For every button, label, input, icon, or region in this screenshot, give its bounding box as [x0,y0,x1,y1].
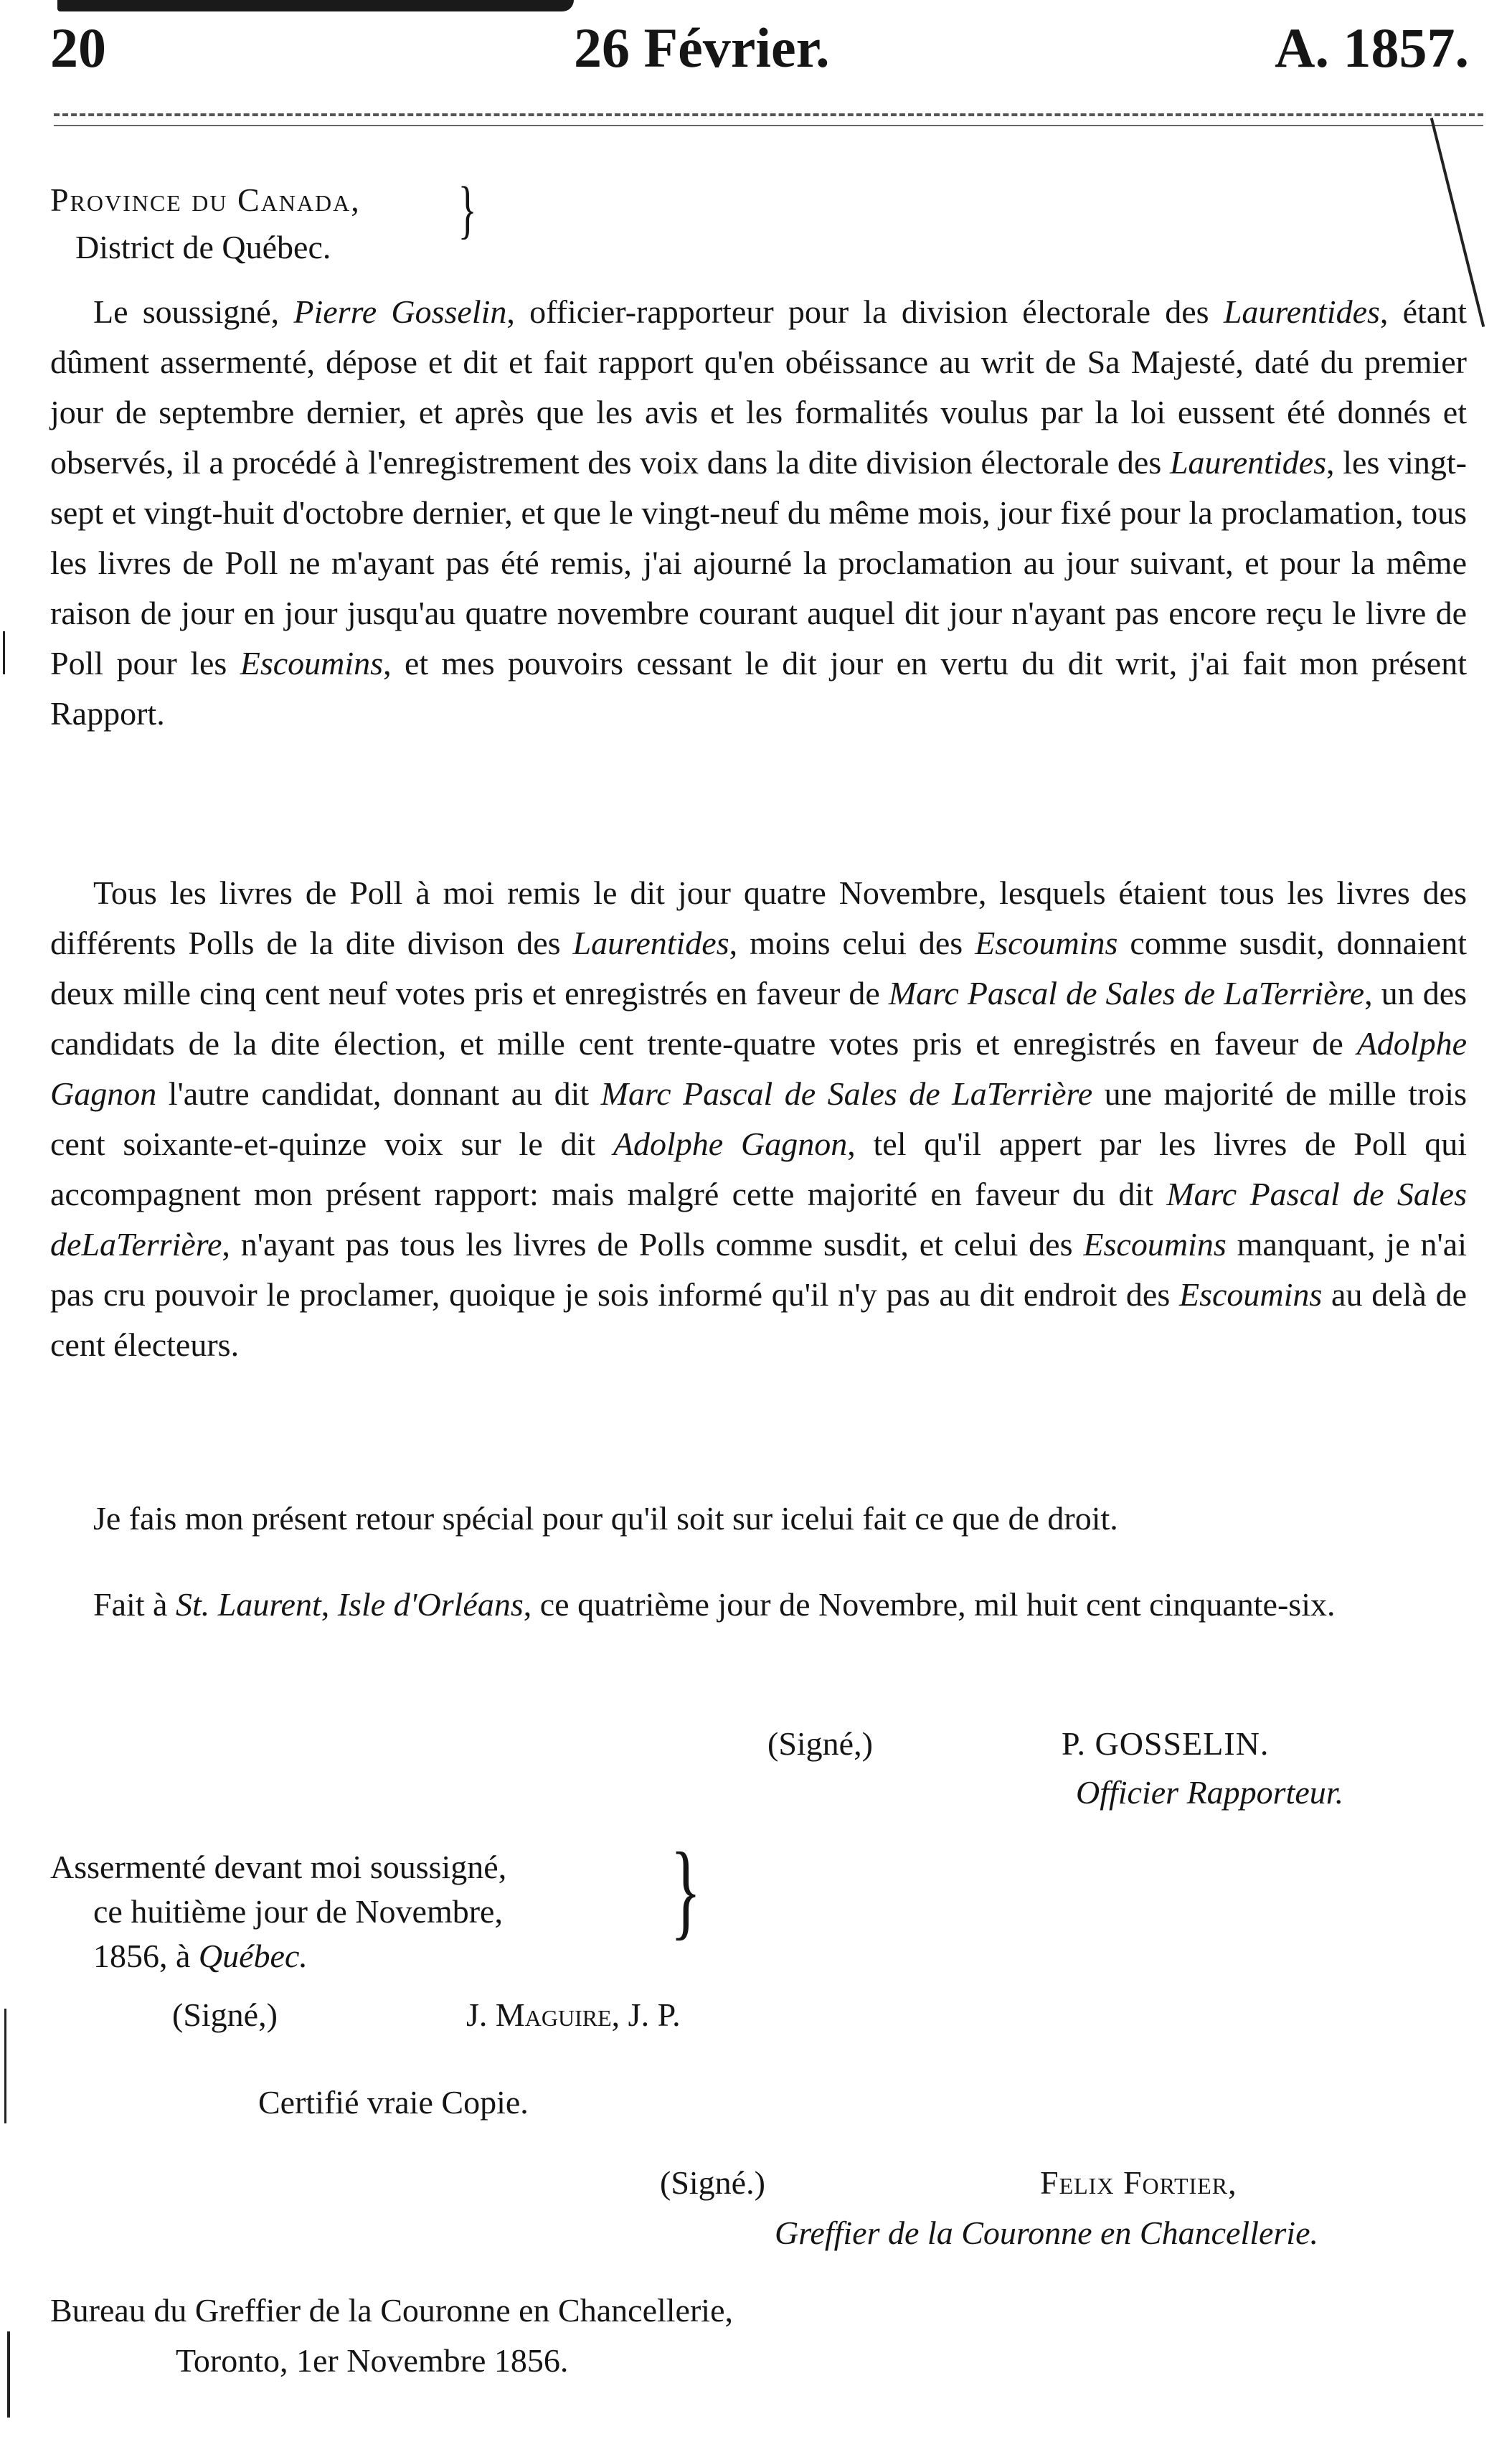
header-rule-thin [54,125,1483,126]
italic-name: Marc Pascal de Sales de LaTerrière [888,975,1365,1011]
text-run: comme susdit, donnaient deux mille cinq cent neuf votes pris et enregistrés en faveur de [50,925,1467,1011]
signature1-name: P. GOSSELIN. [1062,1725,1270,1762]
italic-name: Laurentides [572,925,729,961]
sworn-line3 [50,1934,506,1978]
province-line: Province du Canada, [50,181,361,218]
heading-brace: } [458,174,477,245]
text-run: l'autre candidat, donnant au dit [156,1075,601,1112]
italic-name: Laurentides [1169,444,1327,481]
sworn-place: Québec. [198,1938,308,1974]
header-date: 26 Février. [574,16,830,79]
italic-name: Pierre Gosselin [293,293,507,330]
text-run: Le soussigné, [93,293,294,330]
italic-name: Marc Pascal de Sales deLaTerrière [50,1176,1467,1263]
bureau-line2: Toronto, 1er Novembre 1856. [176,2342,569,2379]
text-run: , [321,1586,338,1623]
signature3-label: (Signé.) [660,2164,765,2201]
header-year: A. 1857. [1275,16,1469,79]
paragraph-place-date-text [50,1580,1467,1630]
signature2-name [466,1991,681,2039]
italic-name: Adolphe Gagnon [613,1126,848,1162]
text-run: , tel qu'il appert par les livres de Poll qui accompagnent mon présent rapport: mais malgré cette majorité en faveur du dit [50,1126,1467,1212]
text-run: , moins celui des [729,925,975,961]
signature2-name-text: J. Maguire, J. P. [466,1996,681,2033]
scan-smudge [57,0,574,11]
scan-mark [4,2009,6,2123]
paragraph-report-text [50,287,1467,739]
text-run: Je fais mon présent retour spécial pour qu'il soit sur icelui fait ce que de droit. [93,1500,1118,1537]
signature3-title: Greffier de la Couronne en Chancellerie. [775,2215,1318,2251]
text-run: une majorité de mille trois cent soixante-et-quinze voix sur le dit [50,1075,1467,1162]
text-run: , et mes pouvoirs cessant le dit jour en vertu du dit writ, j'ai fait mon présent Rapport. [50,645,1468,732]
paragraph-report [50,287,1467,739]
signature1-title: Officier Rapporteur. [1076,1774,1344,1811]
text-run: , officier-rapporteur pour la division électorale des [506,293,1224,330]
paragraph-poll-results-text [50,868,1467,1370]
sworn-block [50,1845,506,1978]
italic-name: Escoumins [975,925,1118,961]
header-rule [54,113,1483,116]
certified-copy: Certifié vraie Copie. [258,2084,529,2121]
paragraph-special-return [50,1494,1467,1544]
district-line: District de Québec. [75,229,331,265]
italic-name: Laurentides [1223,293,1380,330]
italic-name: Escoumins [1083,1226,1227,1263]
paragraph-poll-results [50,868,1467,1370]
italic-name: Isle d'Orléans [337,1586,524,1623]
text-run: au delà de cent électeurs. [50,1276,1467,1363]
sworn-line1: Assermenté devant moi soussigné, [50,1849,507,1885]
bureau-block [50,2286,733,2386]
signature2-label: (Signé,) [172,1996,278,2033]
text-run: , un des candidats de la dite élection, et mille cent trente-quatre votes pris et enregistrés en faveur de [50,975,1468,1062]
signature3-name: Felix Fortier, [1040,2164,1237,2201]
italic-name: Escoumins [1178,1276,1323,1313]
italic-name: Marc Pascal de Sales de LaTerrière [600,1075,1093,1112]
italic-name: St. Laurent [175,1586,321,1623]
paragraph-special-return-text [50,1494,1467,1544]
text-run: Tous les livres de Poll à moi remis le dit jour quatre Novembre, lesquels étaient tous les livres des différents Polls de la dite divison des [50,874,1467,961]
sworn-brace: } [670,1831,701,1950]
text-run: , les vingt-sept et vingt-huit d'octobre dernier, et que le vingt-neuf du même mois, jour fixé pour la proclamation, tous les livres de Poll ne m'ayant pas été remis, j'ai ajourné la proclamation au jour suivant, et pour la même raison de jour en jour jusqu'au quatre novembre courant auquel dit jour n'ayant pas encore reçu le livre de Poll pour les [50,444,1467,681]
italic-name: Escoumins [240,645,384,681]
scan-mark [7,2331,10,2418]
paragraph-place-date [50,1580,1467,1630]
text-run: , n'ayant pas tous les livres de Polls comme susdit, et celui des [222,1226,1084,1263]
text-run: , ce quatrième jour de Novembre, mil huit cent cinquante-six. [523,1586,1336,1623]
page-number: 20 [50,16,106,79]
heading-block [50,176,361,271]
text-run: manquant, je n'ai pas cru pouvoir le proclamer, quoique je sois informé qu'il n'y pas au dit endroit des [50,1226,1468,1313]
text-run: , étant dûment assermenté, dépose et dit et fait rapport qu'en obéissance au writ de Sa Majesté, daté du premier jour de septembre dernier, et après que les avis et les formalités voulus par la loi eussent été donnés et observés, il a procédé à l'enregistrement des voix dans la dite division électorale des [50,293,1468,481]
italic-name: Adolphe Gagnon [50,1025,1467,1112]
bureau-line1: Bureau du Greffier de la Couronne en Chancellerie, [50,2292,733,2329]
sworn-line2: ce huitième jour de Novembre, [93,1893,503,1930]
text-run: Fait à [93,1586,176,1623]
sworn-line3-prefix: 1856, à [93,1938,199,1974]
scan-mark [3,631,5,674]
signature1-label: (Signé,) [767,1725,873,1762]
